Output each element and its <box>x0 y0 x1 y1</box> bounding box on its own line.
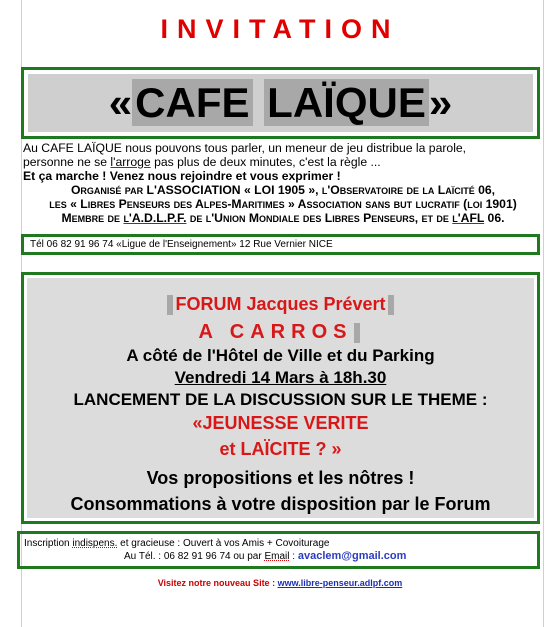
highlight-mark <box>167 295 173 315</box>
contact-phone: Au Tél. : 06 82 91 96 74 ou par <box>124 551 265 562</box>
intro-line-2-end: pas plus de deux minutes, c'est la règle ... <box>150 155 381 169</box>
registration-abbr: indispens. <box>72 538 118 549</box>
title-banner-background <box>28 74 533 132</box>
event-date: Vendredi 14 Mars à 18h.30 <box>174 368 387 387</box>
highlight-mark <box>354 323 360 343</box>
theme-line-1: «JEUNESSE VERITE <box>192 413 369 433</box>
organiser-line: Organisé par L'ASSOCIATION « LOI 1905 », l'Observatoire de la Laïcité 06, <box>70 183 496 197</box>
highlight-mark <box>388 295 394 315</box>
website-link[interactable]: www.libre-penseur.adlpf.com <box>277 578 403 588</box>
page-margin-right <box>543 0 544 627</box>
title-banner <box>21 67 540 139</box>
proposals-line: Vos propositions et les nôtres ! <box>146 468 415 488</box>
membership-middle: de l'Union Mondiale des Libres Penseurs, et de <box>186 211 453 225</box>
forum-name <box>27 294 534 315</box>
intro-line-3: Et ça marche ! Venez nous rejoindre et vous exprimer ! <box>23 169 341 183</box>
contact-line <box>24 550 537 563</box>
libres-penseurs-line: les « Libres Penseurs des Alpes-Maritimes » Association sans but lucratif (loi 1901) <box>49 197 517 211</box>
membership-start: Membre de <box>61 211 124 225</box>
intro-text <box>23 141 543 225</box>
footer-label: Visitez notre nouveau Site : <box>157 578 278 588</box>
event-town <box>27 321 534 344</box>
afl-abbr: l'AFL <box>452 211 485 225</box>
event-town-text: A CARROS <box>198 321 353 343</box>
theme-line-2: et LAÏCITE ? » <box>219 439 342 459</box>
registration-line <box>24 537 537 550</box>
event-location: A côté de l'Hôtel de Ville et du Parking <box>126 346 435 365</box>
event-box-background <box>27 278 534 518</box>
invitation-heading: INVITATION <box>160 14 400 44</box>
registration-start: Inscription <box>24 538 73 549</box>
registration-end: et gracieuse : Ouvert à vos Amis + Covoiturage <box>117 538 330 549</box>
consumption-line: Consommations à votre disposition par le Forum <box>70 494 491 514</box>
membership-line <box>23 211 543 225</box>
telephone-line: Tél 06 82 91 96 74 «Ligue de l'Enseignement» 12 Rue Vernier NICE <box>30 239 333 250</box>
intro-line-2-start: personne ne se <box>23 155 111 169</box>
title-word-laique: LAÏQUE <box>264 79 429 126</box>
title-open-quote: « <box>108 79 133 126</box>
footer <box>0 578 560 588</box>
cafe-laique-title <box>109 79 452 127</box>
email-link[interactable]: avaclem@gmail.com <box>297 550 407 562</box>
forum-name-text: FORUM Jacques Prévert <box>175 294 386 314</box>
contact-box <box>17 531 540 569</box>
intro-line-1: Au CAFE LAÏQUE nous pouvons tous parler, un meneur de jeu distribue la parole, <box>23 141 467 155</box>
intro-word-arroge: l'arroge <box>110 155 151 169</box>
email-separator: : <box>289 551 298 562</box>
email-label: Email <box>264 551 290 562</box>
adlpf-abbr: l'A.D.L.P.F. <box>123 211 187 225</box>
intro-line-2 <box>23 155 543 169</box>
event-box <box>21 272 540 524</box>
title-close-quote: » <box>428 79 453 126</box>
membership-end: 06. <box>484 211 505 225</box>
theme-intro: LANCEMENT DE LA DISCUSSION SUR LE THEME : <box>73 390 488 409</box>
title-word-cafe: CAFE <box>132 79 252 126</box>
telephone-box <box>21 234 540 255</box>
